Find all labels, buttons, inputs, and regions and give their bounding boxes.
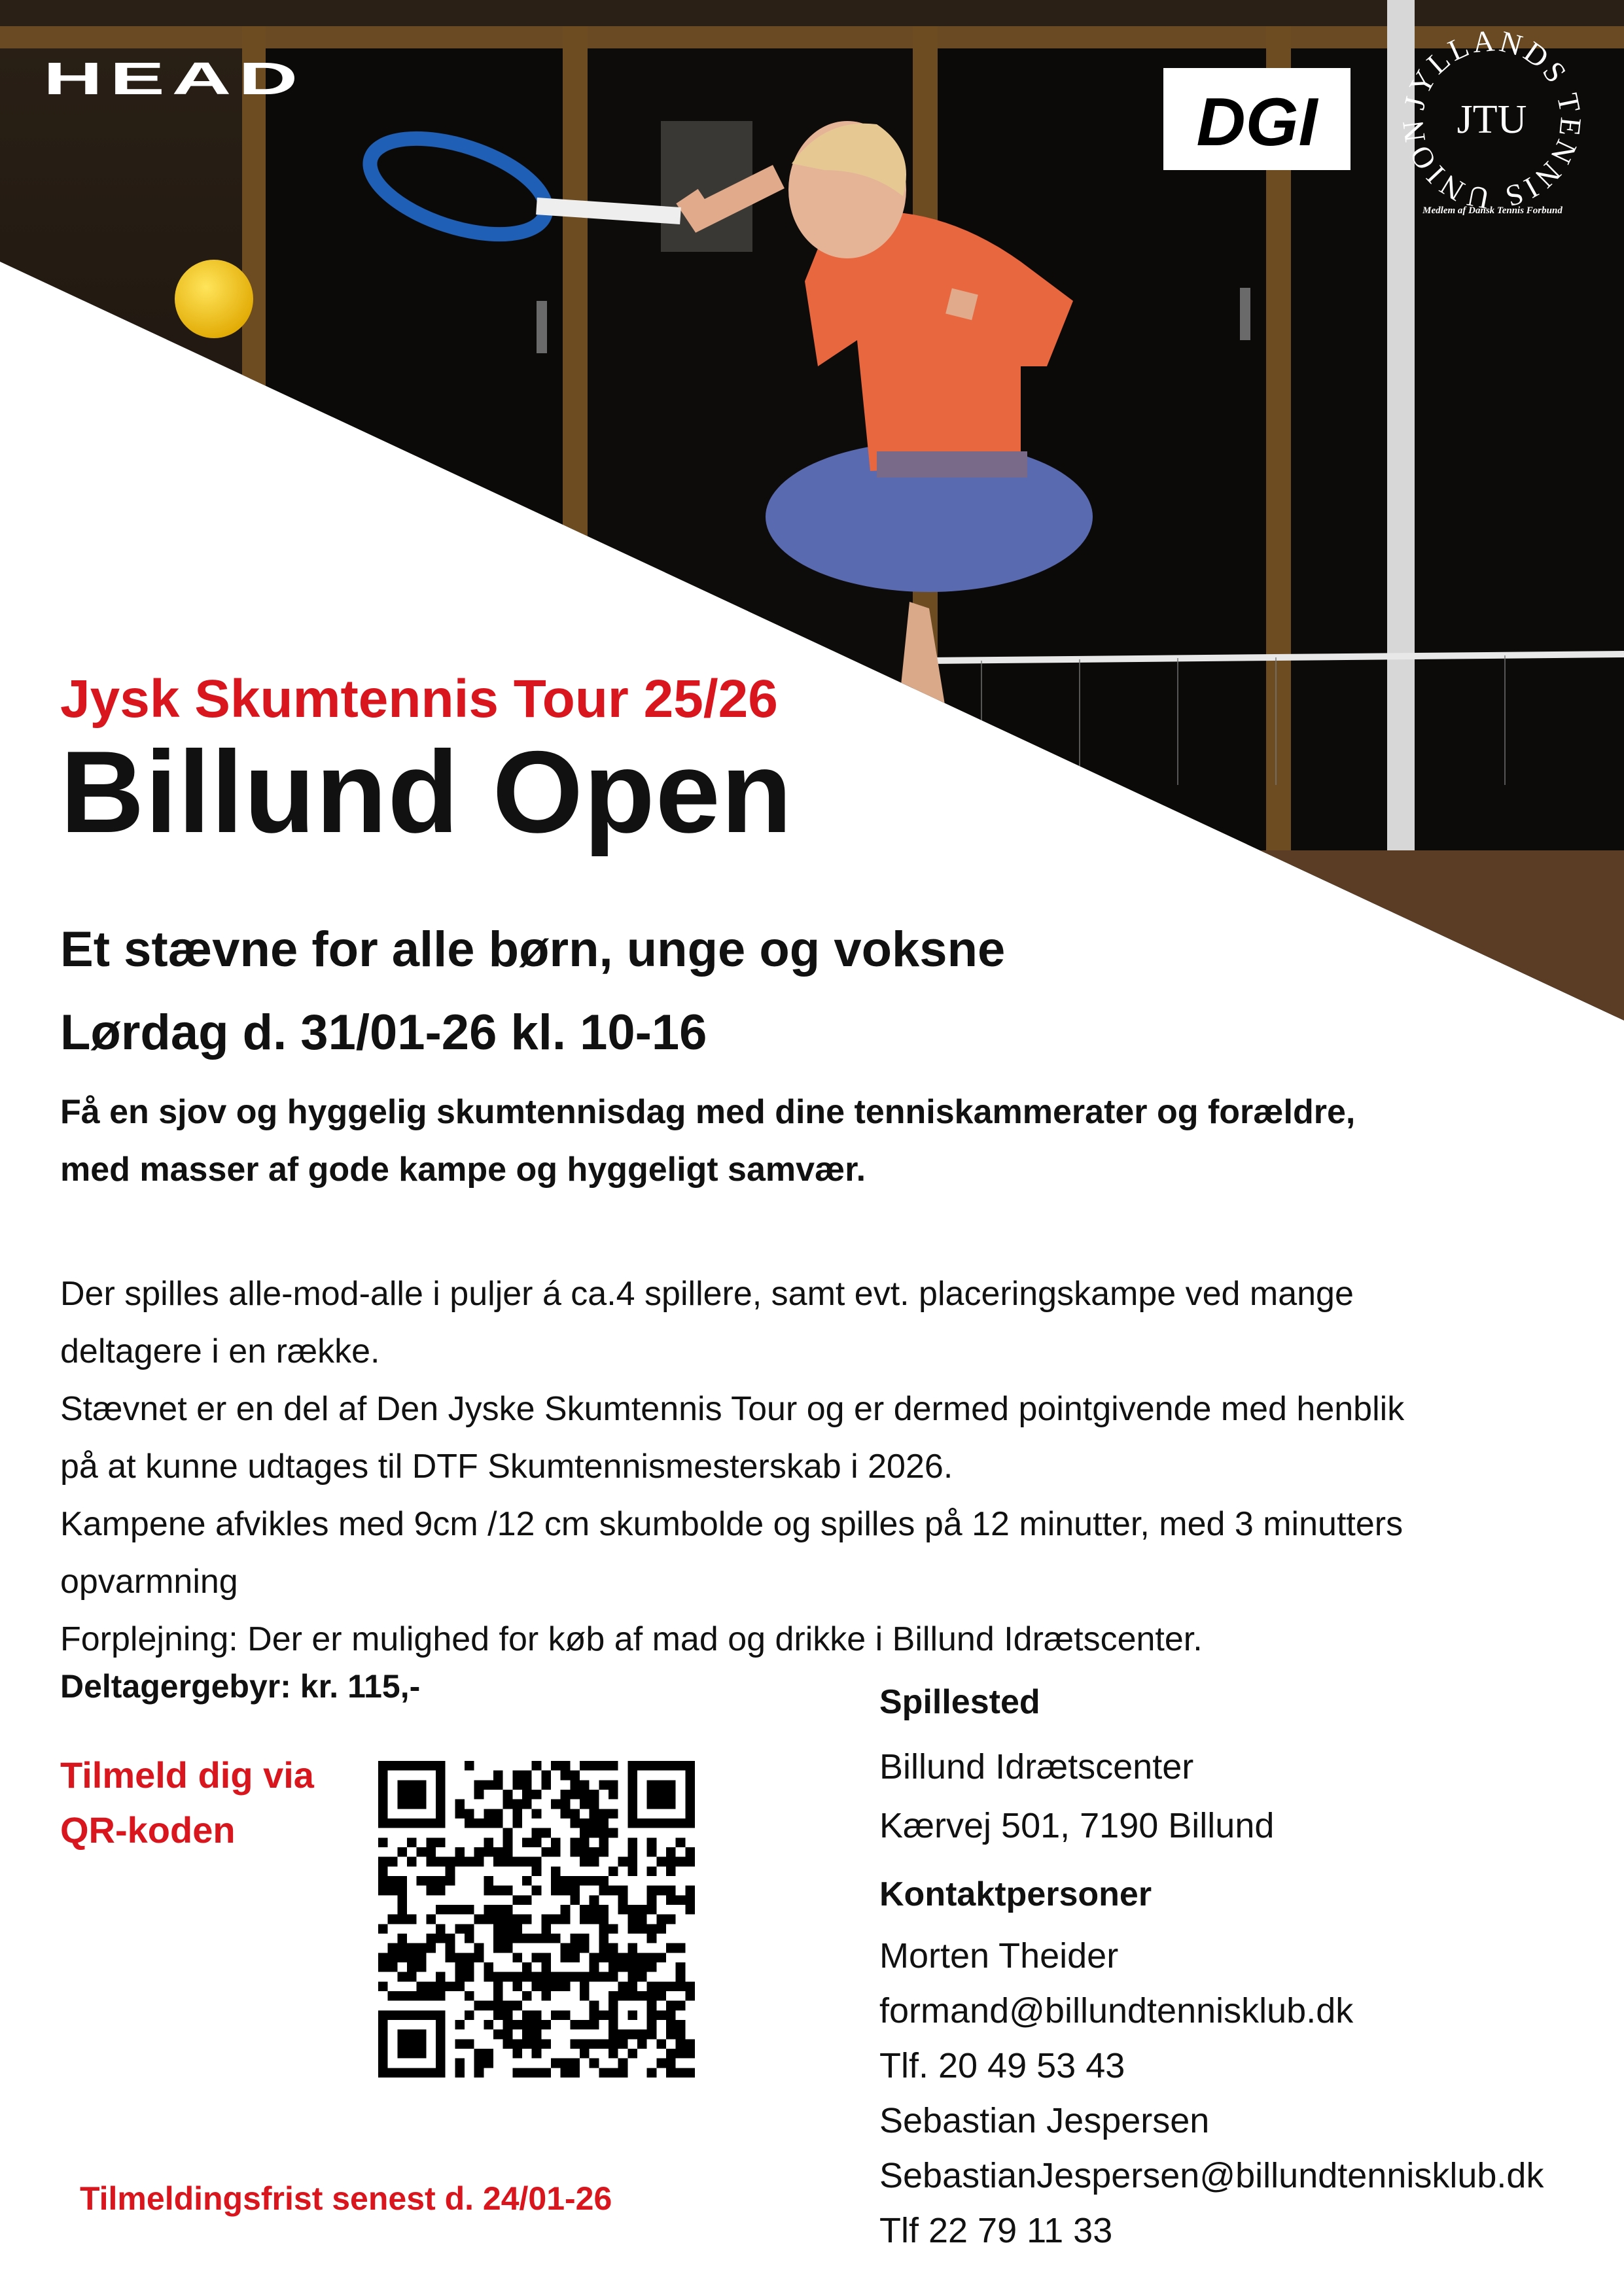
venue-address — [879, 1737, 1274, 1855]
signup-qr-code[interactable] — [378, 1761, 695, 2078]
head-logo — [43, 58, 305, 97]
jtu-mark: JTU — [1456, 97, 1527, 142]
dgi-logo — [1163, 68, 1350, 170]
signup-instruction — [60, 1748, 314, 1858]
contacts-heading: Kontaktpersoner — [879, 1875, 1152, 1913]
venue-line: Kærvej 501, 7190 Billund — [879, 1806, 1275, 1845]
participation-fee: Deltagergebyr: kr. 115,- — [60, 1668, 421, 1705]
signup-deadline: Tilmeldingsfrist senest d. 24/01-26 — [80, 2180, 612, 2217]
body-line: opvarmning — [60, 1563, 238, 1601]
body-text — [60, 1265, 1404, 1668]
event-title: Billund Open — [60, 727, 793, 857]
contacts-list — [879, 1928, 1544, 2258]
body-line: deltagere i en række. — [60, 1332, 380, 1370]
event-date: Lørdag d. 31/01-26 kl. 10-16 — [60, 1005, 707, 1060]
venue-line: Billund Idrætscenter — [879, 1747, 1194, 1786]
jtu-logo — [1390, 18, 1593, 221]
contact-email[interactable]: formand@billundtennisklub.dk — [879, 1991, 1354, 2030]
contact-phone: Tlf. 20 49 53 43 — [879, 2046, 1125, 2085]
intro-text — [60, 1083, 1355, 1198]
contact-name: Morten Theider — [879, 1936, 1119, 1975]
hero-photo — [0, 0, 1624, 1020]
contact-phone: Tlf 22 79 11 33 — [879, 2211, 1113, 2250]
jtu-arc-text: JYLLANDS TENNIS UNION — [1395, 23, 1588, 216]
signup-line: QR-koden — [60, 1809, 236, 1851]
signup-line: Tilmeld dig via — [60, 1754, 314, 1796]
head-logo-text: HEAD — [43, 58, 305, 97]
dgi-logo-text: DGI — [1196, 84, 1318, 160]
intro-line: Få en sjov og hyggelig skumtennisdag med dine tenniskammerater og forældre, — [60, 1093, 1356, 1131]
event-subtitle: Et stævne for alle børn, unge og voksne — [60, 922, 1006, 977]
contact-name: Sebastian Jespersen — [879, 2101, 1210, 2140]
contact-email[interactable]: SebastianJespersen@billundtennisklub.dk — [879, 2156, 1544, 2195]
tour-title: Jysk Skumtennis Tour 25/26 — [60, 669, 778, 729]
body-line: på at kunne udtages til DTF Skumtennismesterskab i 2026. — [60, 1448, 953, 1486]
body-line: Der spilles alle-mod-alle i puljer á ca.4 spillere, samt evt. placeringskampe ved mange — [60, 1275, 1354, 1313]
body-line: Kampene afvikles med 9cm /12 cm skumbolde og spilles på 12 minutter, med 3 minutters — [60, 1505, 1403, 1543]
ball — [175, 260, 253, 338]
intro-line: med masser af gode kampe og hyggeligt samvær. — [60, 1151, 866, 1189]
venue-heading: Spillested — [879, 1683, 1040, 1721]
body-line: Stævnet er en del af Den Jyske Skumtennis Tour og er dermed pointgivende med henblik — [60, 1390, 1405, 1428]
jtu-subtitle: Medlem af Dansk Tennis Forbund — [1422, 205, 1562, 216]
body-line: Forplejning: Der er mulighed for køb af mad og drikke i Billund Idrætscenter. — [60, 1620, 1203, 1658]
